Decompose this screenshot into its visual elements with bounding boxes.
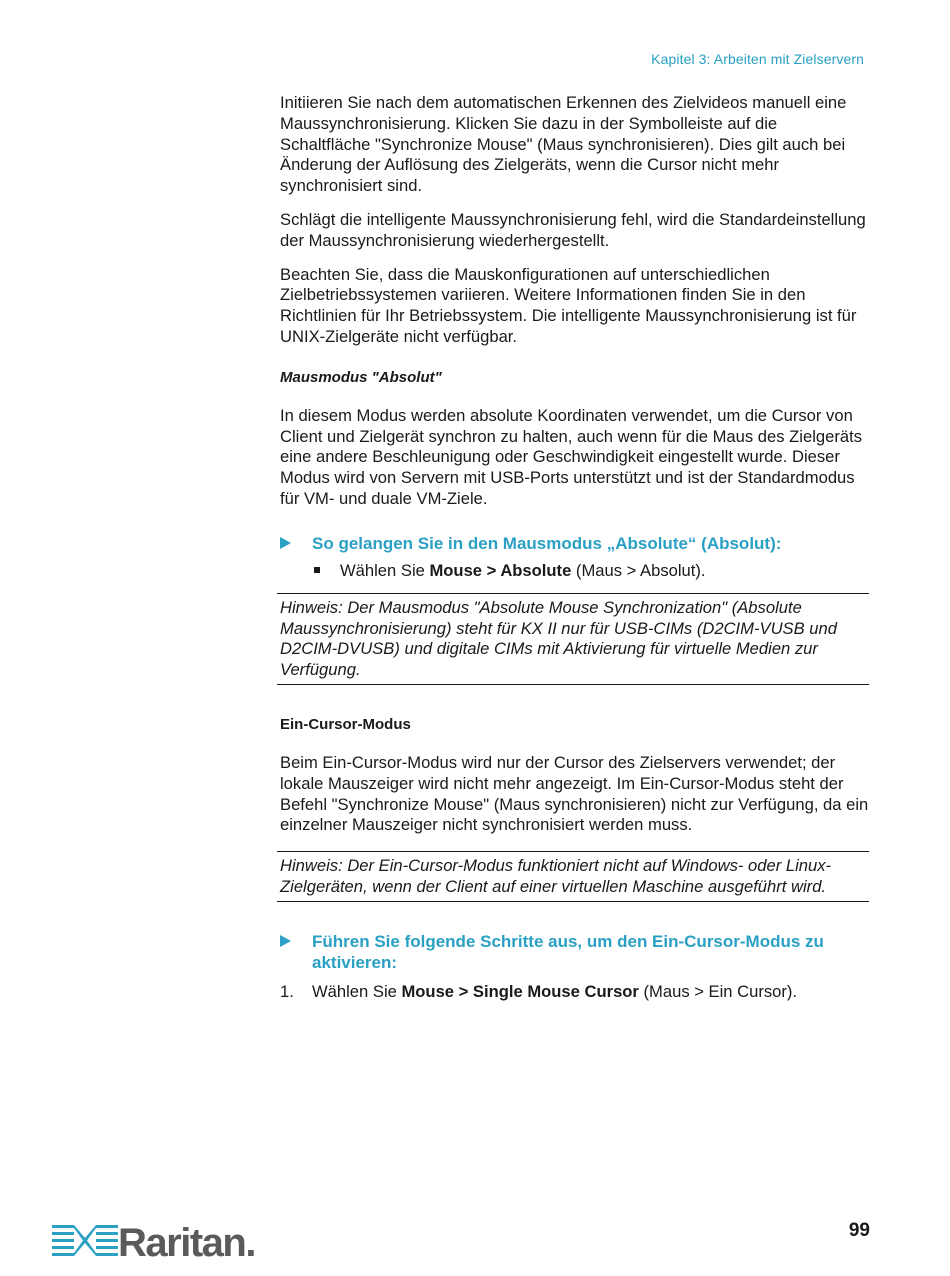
procedure-single-cursor-label: Führen Sie folgende Schritte aus, um den Ein-Cursor-Modus zu aktivieren: bbox=[312, 931, 824, 972]
note-single-cursor: Hinweis: Der Ein-Cursor-Modus funktioniert nicht auf Windows- oder Linux-Zielgeräten, wenn der Client auf einer virtuellen Maschine ausgeführt wird. bbox=[277, 851, 869, 902]
step-number: 1. bbox=[280, 981, 294, 1001]
raritan-logo-mark-icon bbox=[52, 1225, 118, 1256]
step-select-single-cursor bbox=[280, 981, 870, 1002]
page-number: 99 bbox=[848, 1220, 870, 1241]
paragraph-single-cursor: Beim Ein-Cursor-Modus wird nur der Cursor des Zielservers verwendet; der lokale Mauszeiger wird nicht mehr angezeigt. Im Ein-Cursor-Modus steht der Befehl "Synchronize Mouse" (Maus synchronisieren) nicht zur Verfügung, da ein einzelner Mauszeiger nicht synchronisiert werden muss. bbox=[280, 752, 869, 835]
square-bullet-icon bbox=[314, 567, 320, 573]
page-content bbox=[280, 93, 870, 1002]
procedure-triangle-icon bbox=[280, 537, 291, 549]
note-absolute-sync: Hinweis: Der Mausmodus "Absolute Mouse Synchronization" (Absolute Maussynchronisierung) steht für KX II nur für USB-CIMs (D2CIM-VUSB und D2CIM-DVUSB) und digitale CIMs mit Aktivierung für virtuelle Medien zur Verfügung. bbox=[277, 593, 869, 685]
bullet-menu-path: Mouse > Absolute bbox=[429, 560, 572, 580]
step-prefix: Wählen Sie bbox=[312, 981, 402, 1001]
bullet-suffix: (Maus > Absolut). bbox=[571, 560, 706, 580]
paragraph-absolute-mode: In diesem Modus werden absolute Koordinaten verwendet, um die Cursor von Client und Zielgerät synchron zu halten, auch wenn für die Maus des Zielgeräts eine andere Beschleunigung oder Geschwindigkeit eingestellt wurde. Dieser Modus wird von Servern mit USB-Ports unterstützt und ist der Standardmodus für VM- und duale VM-Ziele. bbox=[280, 405, 863, 508]
bullet-prefix: Wählen Sie bbox=[340, 560, 430, 580]
procedure-absolute-title bbox=[280, 533, 870, 554]
bullet-select-absolute bbox=[280, 560, 870, 581]
paragraph-os-variation: Beachten Sie, dass die Mauskonfigurationen auf unterschiedlichen Zielbetriebssystemen variieren. Weitere Informationen finden Sie in den Richtlinien für Ihr Betriebssystem. Die intelligente Maussynchronisierung ist für UNIX-Zielgeräte nicht verfügbar. bbox=[280, 264, 857, 346]
paragraph-sync-fallback: Schlägt die intelligente Maussynchronisierung fehl, wird die Standardeinstellung der Maussynchronisierung wiederhergestellt. bbox=[280, 209, 866, 250]
raritan-logo-text: Raritan. bbox=[118, 1221, 255, 1262]
running-header-chapter: Kapitel 3: Arbeiten mit Zielservern bbox=[651, 51, 864, 67]
heading-single-cursor: Ein-Cursor-Modus bbox=[280, 715, 411, 733]
procedure-single-cursor-title bbox=[280, 931, 870, 973]
step-suffix: (Maus > Ein Cursor). bbox=[638, 981, 798, 1001]
raritan-logo bbox=[52, 1218, 277, 1262]
paragraph-manual-sync: Initiieren Sie nach dem automatischen Erkennen des Zielvideos manuell eine Maussynchronisierung. Klicken Sie dazu in der Symbolleiste auf die Schaltfläche "Synchronize Mouse" (Maus synchronisieren). Dies gilt auch bei Änderung der Auflösung des Zielgeräts, wenn die Cursor nicht mehr synchronisiert sind. bbox=[280, 93, 847, 196]
procedure-triangle-icon bbox=[280, 935, 291, 947]
heading-absolute-mode: Mausmodus "Absolut" bbox=[280, 368, 442, 386]
step-menu-path: Mouse > Single Mouse Cursor bbox=[401, 981, 639, 1001]
procedure-absolute-label: So gelangen Sie in den Mausmodus „Absolute“ (Absolut): bbox=[312, 533, 782, 553]
